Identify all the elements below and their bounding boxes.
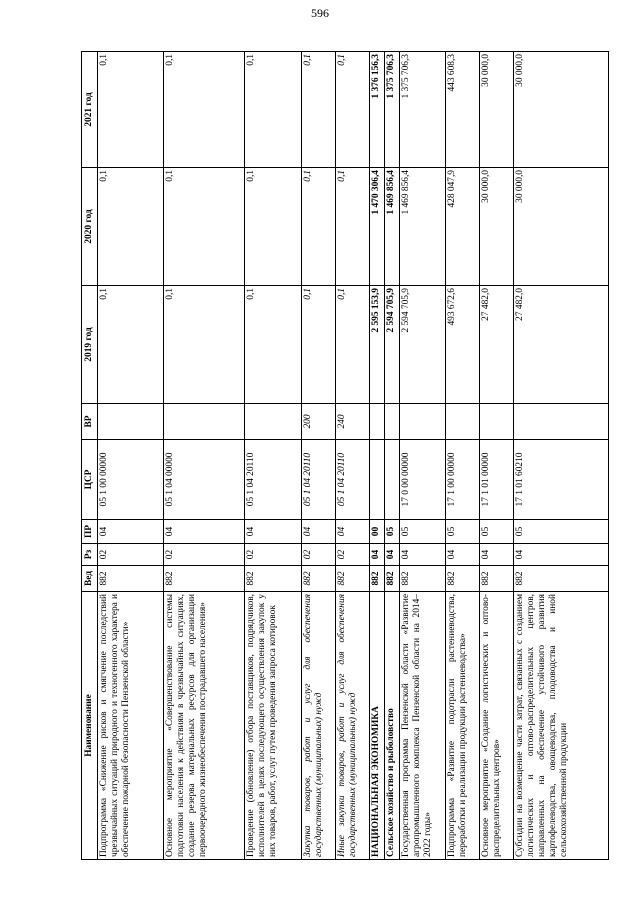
header-ved: Вед <box>82 566 98 592</box>
cell-ved: 882 <box>446 566 480 592</box>
table-row <box>400 52 446 860</box>
table-row <box>336 52 370 860</box>
cell-name: Подпрограмма «Развитие подотрасли растениеводства, переработки и реализации продукции растениеводства» <box>446 592 480 860</box>
cell-2020: 0,1 <box>302 168 336 286</box>
table-row <box>302 52 336 860</box>
cell-pr: 05 <box>385 520 400 544</box>
cell-vr <box>370 404 385 440</box>
page-number: 596 <box>311 6 329 20</box>
cell-ved: 882 <box>370 566 385 592</box>
cell-2021: 0,1 <box>336 52 370 168</box>
table-row <box>480 52 514 860</box>
cell-vr <box>400 404 446 440</box>
cell-vr <box>385 404 400 440</box>
cell-2019: 2 595 153,9 <box>370 286 385 404</box>
cell-csr <box>370 440 385 520</box>
cell-ved: 882 <box>336 566 370 592</box>
rotated-table-container <box>81 52 609 860</box>
cell-pr: 05 <box>446 520 480 544</box>
cell-2020: 1 470 306,4 <box>370 168 385 286</box>
cell-ved: 882 <box>480 566 514 592</box>
cell-rz: 04 <box>385 544 400 566</box>
cell-pr: 04 <box>164 520 245 544</box>
cell-2020: 0,1 <box>98 168 164 286</box>
cell-csr: 05 1 04 20110 <box>245 440 302 520</box>
cell-csr: 05 1 00 00000 <box>98 440 164 520</box>
cell-name: Иные закупки товаров, работ и услуг для обеспечения государственных (муниципальных) нужд <box>336 592 370 860</box>
cell-csr: 05 1 04 20110 <box>336 440 370 520</box>
cell-2020: 1 469 856,4 <box>400 168 446 286</box>
cell-2020: 428 047,9 <box>446 168 480 286</box>
cell-vr <box>98 404 164 440</box>
cell-vr <box>514 404 609 440</box>
table-row <box>514 52 609 860</box>
cell-csr: 05 1 04 20110 <box>302 440 336 520</box>
cell-2020: 0,1 <box>336 168 370 286</box>
cell-ved: 882 <box>400 566 446 592</box>
cell-rz: 04 <box>480 544 514 566</box>
cell-ved: 882 <box>98 566 164 592</box>
cell-pr: 00 <box>370 520 385 544</box>
cell-csr: 17 1 01 00000 <box>480 440 514 520</box>
cell-2020: 30 000,0 <box>480 168 514 286</box>
cell-2021: 0,1 <box>245 52 302 168</box>
cell-csr: 17 1 01 60210 <box>514 440 609 520</box>
cell-name: Подпрограмма «Снижение рисков и смягчение последствий чрезвычайных ситуаций природного и техногенного характера и обеспечение пожарной безопасности Пензенской области» <box>98 592 164 860</box>
cell-ved: 882 <box>302 566 336 592</box>
header-rz: Рз <box>82 544 98 566</box>
cell-2020: 1 469 856,4 <box>385 168 400 286</box>
cell-csr <box>385 440 400 520</box>
cell-pr: 05 <box>514 520 609 544</box>
cell-2020: 0,1 <box>245 168 302 286</box>
header-csr: ЦСР <box>82 440 98 520</box>
cell-name: НАЦИОНАЛЬНАЯ ЭКОНОМИКА <box>370 592 385 860</box>
table-row <box>385 52 400 860</box>
header-2020: 2020 год <box>82 168 98 286</box>
cell-csr: 05 1 04 00000 <box>164 440 245 520</box>
cell-2019: 2 594 705,9 <box>385 286 400 404</box>
cell-2019: 0,1 <box>98 286 164 404</box>
cell-rz: 04 <box>514 544 609 566</box>
header-2021: 2021 год <box>82 52 98 168</box>
header-name: Наименование <box>82 592 98 860</box>
table-row <box>245 52 302 860</box>
cell-2019: 0,1 <box>302 286 336 404</box>
cell-rz: 04 <box>446 544 480 566</box>
cell-ved: 882 <box>245 566 302 592</box>
cell-2019: 0,1 <box>164 286 245 404</box>
table-row <box>164 52 245 860</box>
cell-name: Основное мероприятие «Создание логистических и оптово-распределительных центров» <box>480 592 514 860</box>
cell-2019: 0,1 <box>336 286 370 404</box>
header-vr: ВР <box>82 404 98 440</box>
cell-pr: 05 <box>480 520 514 544</box>
budget-table <box>81 51 609 860</box>
cell-2020: 30 000,0 <box>514 168 609 286</box>
cell-2021: 443 608,3 <box>446 52 480 168</box>
cell-2019: 27 482,0 <box>480 286 514 404</box>
cell-vr <box>480 404 514 440</box>
cell-name: Сельское хозяйство и рыболовство <box>385 592 400 860</box>
cell-rz: 04 <box>370 544 385 566</box>
cell-csr: 17 1 00 00000 <box>446 440 480 520</box>
table-row <box>446 52 480 860</box>
cell-csr: 17 0 00 00000 <box>400 440 446 520</box>
header-2019: 2019 год <box>82 286 98 404</box>
table-row <box>98 52 164 860</box>
cell-vr <box>446 404 480 440</box>
cell-2019: 27 482,0 <box>514 286 609 404</box>
cell-2019: 2 594 705,9 <box>400 286 446 404</box>
cell-2021: 30 000,0 <box>480 52 514 168</box>
cell-name: Субсидии на возмещение части затрат, связанных с созданием логистических и оптово-распределительных центров, направленных на обеспечение устойчивого развития картофелеводства, овощеводства, плодоводства и иной сельскохозяйственной продукции <box>514 592 609 860</box>
cell-vr <box>164 404 245 440</box>
cell-2021: 1 376 156,3 <box>370 52 385 168</box>
cell-2021: 0,1 <box>302 52 336 168</box>
cell-rz: 02 <box>302 544 336 566</box>
cell-2020: 0,1 <box>164 168 245 286</box>
cell-vr: 240 <box>336 404 370 440</box>
cell-name: Основное мероприятие «Совершенствование системы подготовки населения к действиям в чрезвычайных ситуациях, создание резерва материальных ресурсов для организации первоочередного жизнеобеспечения пострадавшего населения» <box>164 592 245 860</box>
header-pr: ПР <box>82 520 98 544</box>
cell-pr: 04 <box>245 520 302 544</box>
cell-2019: 493 672,6 <box>446 286 480 404</box>
cell-rz: 02 <box>336 544 370 566</box>
cell-2021: 0,1 <box>164 52 245 168</box>
cell-ved: 882 <box>164 566 245 592</box>
cell-vr: 200 <box>302 404 336 440</box>
table-header-row <box>82 52 98 860</box>
cell-name: Проведение (обновление) отбора поставщиков, подрядчиков, исполнителей в целях последующего осуществления закупок у них товаров, работ, услуг путем проведения запроса котировок <box>245 592 302 860</box>
cell-rz: 02 <box>245 544 302 566</box>
cell-rz: 02 <box>98 544 164 566</box>
cell-2019: 0,1 <box>245 286 302 404</box>
cell-2021: 30 000,0 <box>514 52 609 168</box>
cell-pr: 04 <box>302 520 336 544</box>
rotated-page-area <box>81 52 609 860</box>
cell-name: Закупка товаров, работ и услуг для обеспечения государственных (муниципальных) нужд <box>302 592 336 860</box>
cell-rz: 02 <box>164 544 245 566</box>
cell-pr: 04 <box>98 520 164 544</box>
cell-rz: 04 <box>400 544 446 566</box>
cell-ved: 882 <box>385 566 400 592</box>
cell-2021: 1 375 706,3 <box>400 52 446 168</box>
cell-2021: 1 375 706,3 <box>385 52 400 168</box>
cell-ved: 882 <box>514 566 609 592</box>
cell-name: Государственная программа Пензенской области «Развитие агропромышленного комплекса Пензенской области на 2014–2022 годы» <box>400 592 446 860</box>
cell-vr <box>245 404 302 440</box>
cell-pr: 04 <box>336 520 370 544</box>
cell-pr: 05 <box>400 520 446 544</box>
cell-2021: 0,1 <box>98 52 164 168</box>
table-row <box>370 52 385 860</box>
